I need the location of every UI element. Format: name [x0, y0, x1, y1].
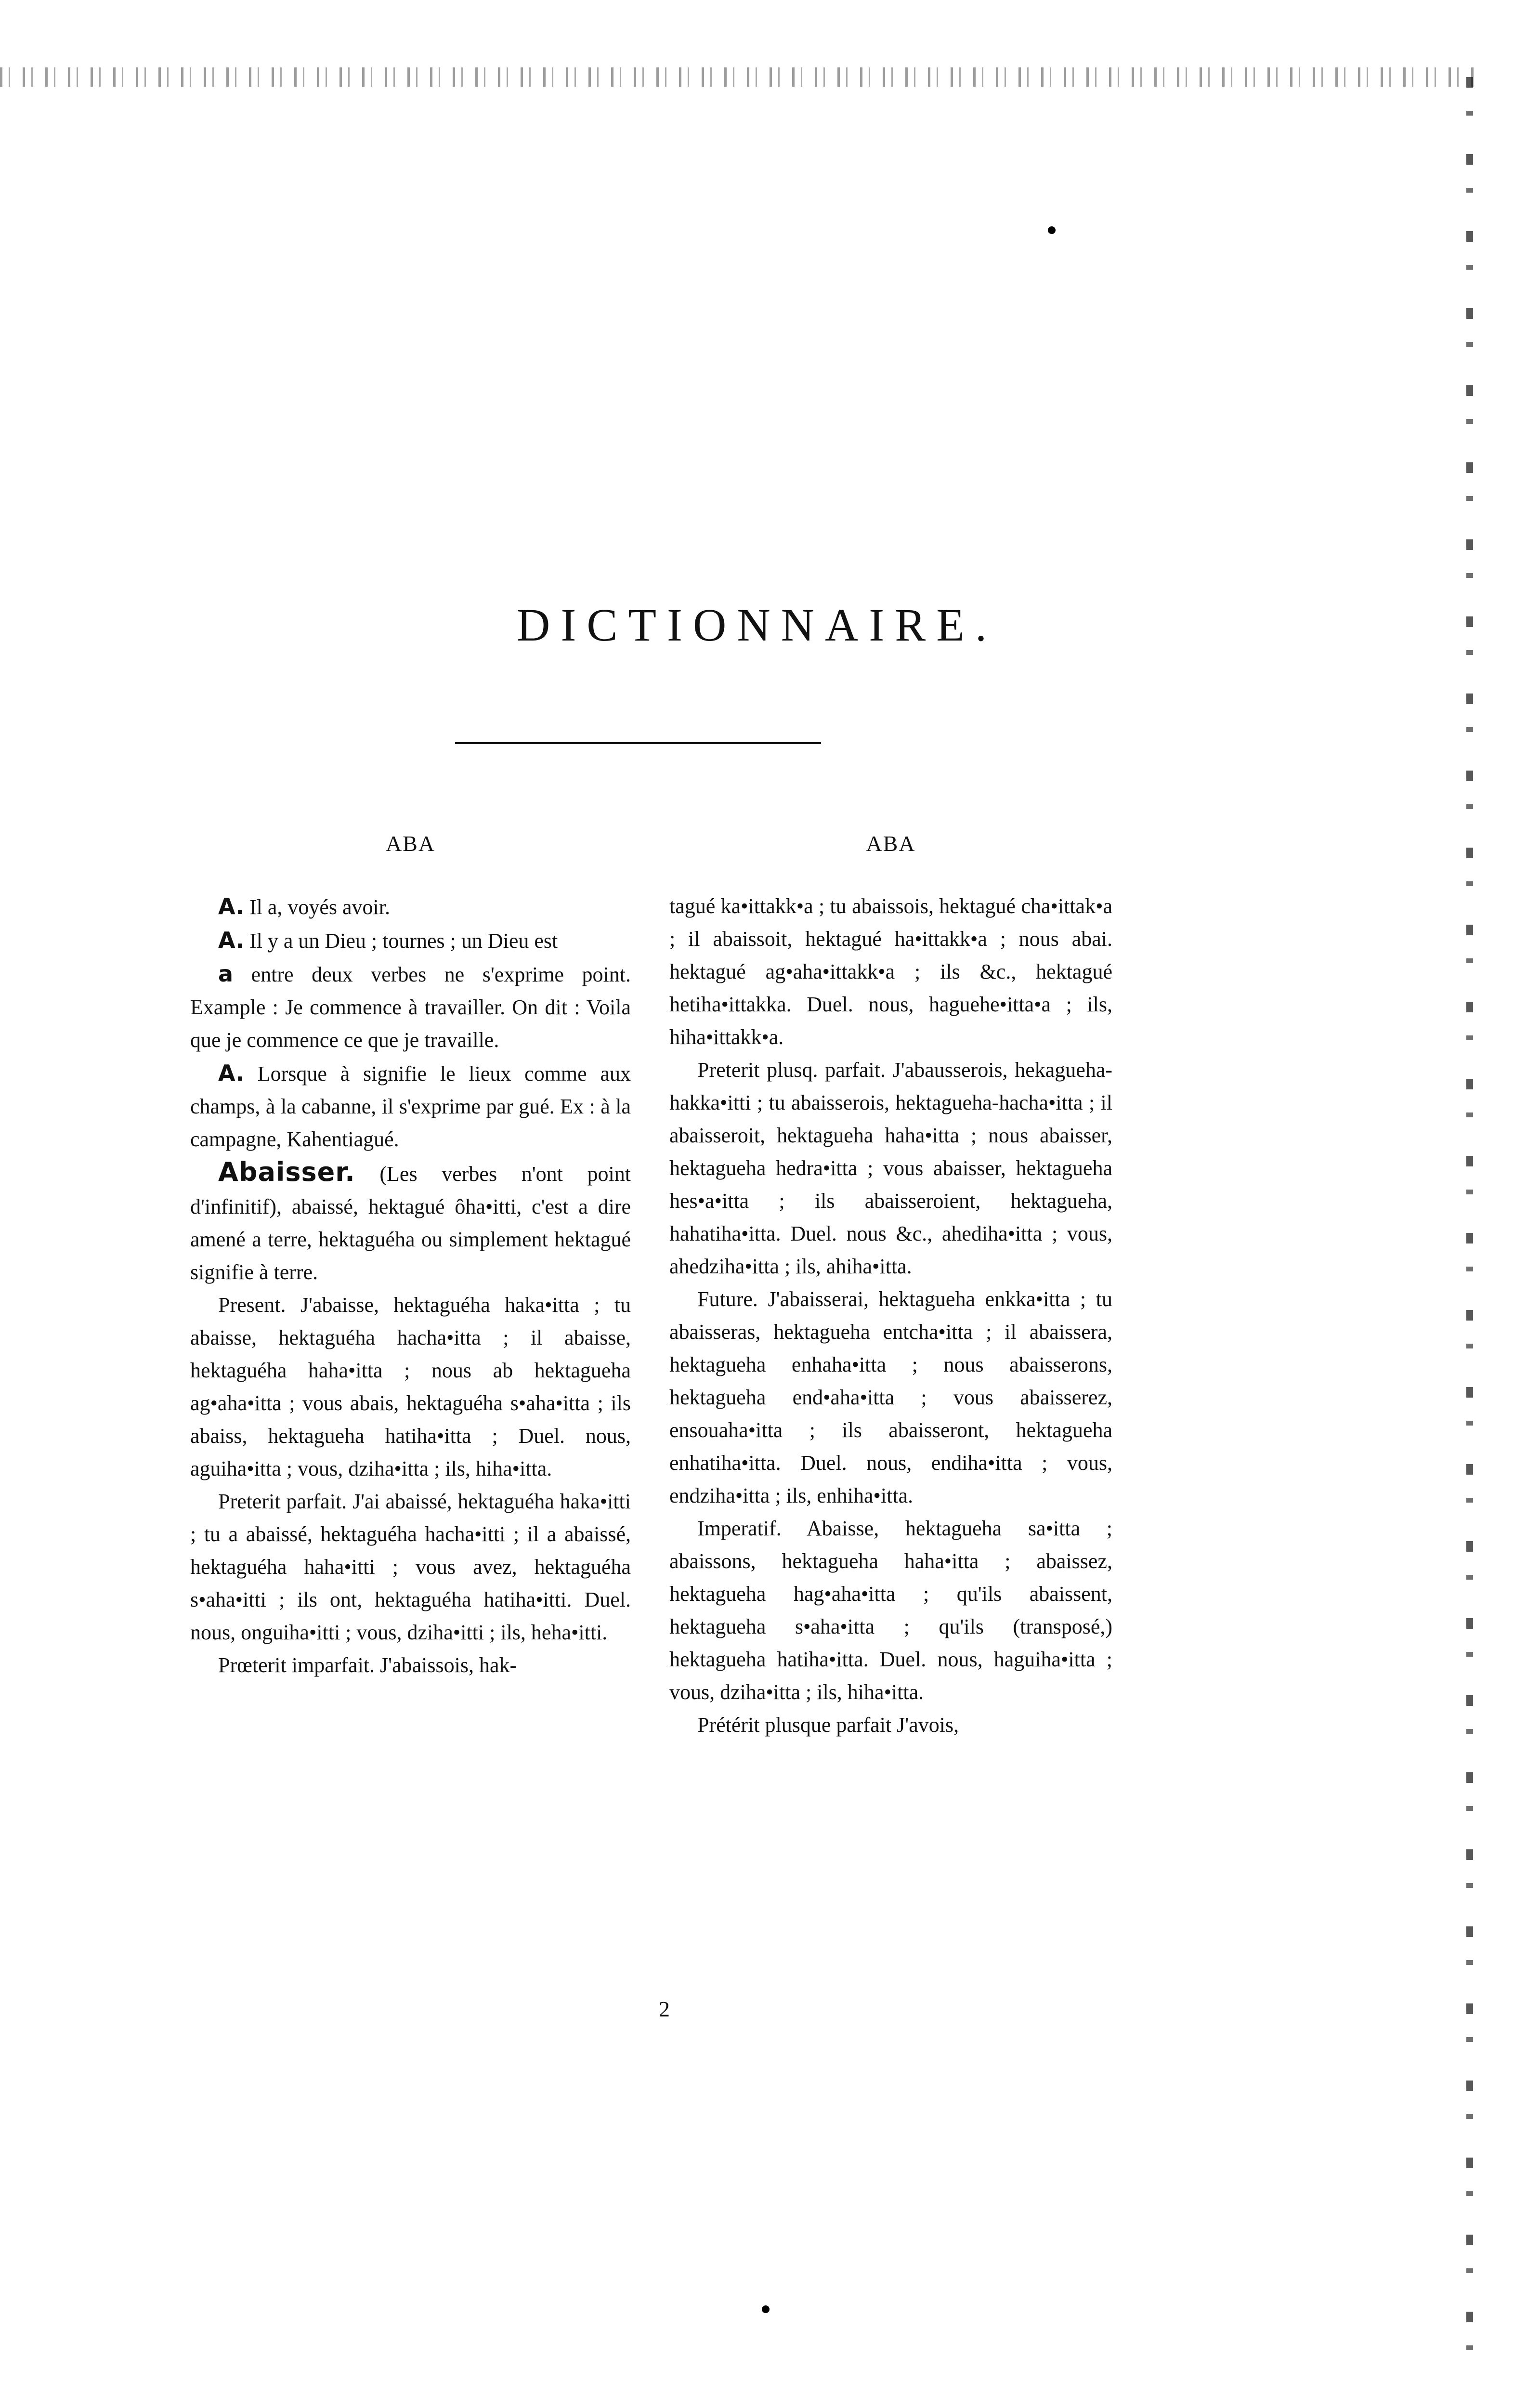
entry-text: Il a, voyés avoir.	[249, 895, 390, 919]
right-running-head: ABA	[866, 831, 916, 856]
conjugation-preterit-parfait: Preterit parfait. J'ai abaissé, hektaguéha haka•itti ; tu a abaissé, hektaguéha hacha•itti ; il a abaissé, hektaguéha haha•itti ; vous avez, hektaguéha s•aha•itti ; ils ont, hektaguéha hatiha•itti. Duel. nous, onguiha•itti ; vous, dziha•itti ; ils, heha•itti.	[190, 1490, 631, 1644]
left-running-head: ABA	[385, 831, 436, 856]
entry-text: Il y a un Dieu ; tournes ; un Dieu est	[249, 929, 558, 953]
entry-keyword: A.	[218, 927, 244, 953]
title-rule	[455, 742, 821, 744]
entry-keyword: a	[218, 961, 234, 987]
conjugation-plusq-parfait: Preterit plusq. parfait. J'abausserois, hekagueha-hakka•itti ; tu abaisserois, hektagueha-hacha•itta ; il abaisseroit, hektagueha haha•itta ; nous abaisser, hektagueha hedra•itta ; vous abaisser, hektagueha hes•a•itta ; ils abaisseroient, hektagueha, hahatiha•itta. Duel. nous &c., ahediha•itta ; vous, ahedziha•itta ; ils, ahiha•itta.	[669, 1058, 1112, 1278]
page-number: 2	[659, 1997, 670, 2021]
conjugation-present: Present. J'abaisse, hektaguéha haka•itta ; tu abaisse, hektaguéha hacha•itta ; il abaisse, hektaguéha haha•itta ; nous ab hektagueha ag•aha•itta ; vous abais, hektaguéha s•aha•itta ; ils abaiss, hektagueha hatiha•itta ; Duel. nous, aguiha•itta ; vous, dziha•itta ; ils, hiha•itta.	[190, 1293, 631, 1480]
entry-keyword: A.	[218, 1060, 244, 1086]
scan-speck	[762, 2305, 770, 2313]
scan-artifact-right	[1466, 77, 1473, 2350]
left-column	[190, 831, 631, 1682]
entry-keyword: Abaisser.	[218, 1157, 355, 1187]
right-column	[669, 831, 1112, 1741]
entry-keyword: A.	[218, 893, 244, 919]
entry-text: entre deux verbes ne s'exprime point. Example : Je commence à travailler. On dit : Voila que je commence ce que je travaille.	[190, 963, 631, 1052]
conjugation-preterit-imparfait: Prœterit imparfait. J'abaissois, hak-	[218, 1653, 517, 1677]
conjugation-pret-plusque-parfait: Prétérit plusque parfait J'avois,	[697, 1713, 959, 1737]
page-title: DICTIONNAIRE.	[517, 599, 997, 651]
entry-abaisser	[190, 1156, 631, 1289]
entry-a-verbes	[190, 957, 631, 1057]
entry-text: (Les verbes n'ont point d'infinitif), abaissé, hektagué ôha•itti, c'est a dire amené a terre, hektaguéha ou simplement hektagué signifie à terre.	[190, 1162, 631, 1284]
entry-a-lieux	[190, 1057, 631, 1156]
conjugation-imparfait-cont: tagué ka•ittakk•a ; tu abaissois, hektagué cha•ittak•a ; il abaissoit, hektagué ha•ittakk•a ; nous abai. hektagué ag•aha•ittakk•a ; ils &c., hektagué hetiha•ittakka. Duel. nous, haguehe•itta•a ; ils, hiha•ittakk•a.	[669, 894, 1112, 1049]
scan-speck	[1048, 226, 1056, 234]
scan-artifact-top	[0, 67, 1474, 87]
entry-a-dieu	[190, 924, 631, 957]
conjugation-imperatif: Imperatif. Abaisse, hektagueha sa•itta ; abaissons, hektagueha haha•itta ; abaissez, hektagueha hag•aha•itta ; qu'ils abaissent, hektagueha s•aha•itta ; qu'ils (transposé,) hektagueha hatiha•itta. Duel. nous, haguiha•itta ; vous, dziha•itta ; ils, hiha•itta.	[669, 1517, 1112, 1704]
entry-a-avoir	[190, 890, 631, 924]
entry-text: Lorsque à signifie le lieux comme aux champs, à la cabanne, il s'exprime par gué. Ex : à la campagne, Kahentiagué.	[190, 1062, 631, 1151]
conjugation-future: Future. J'abaisserai, hektagueha enkka•itta ; tu abaisseras, hektagueha entcha•itta ; il abaissera, hektagueha enhaha•itta ; nous abaisserons, hektagueha end•aha•itta ; vous abaisserez, ensouaha•itta ; ils abaisseront, hektagueha enhatiha•itta. Duel. nous, endiha•itta ; vous, endziha•itta ; ils, enhiha•itta.	[669, 1287, 1112, 1507]
